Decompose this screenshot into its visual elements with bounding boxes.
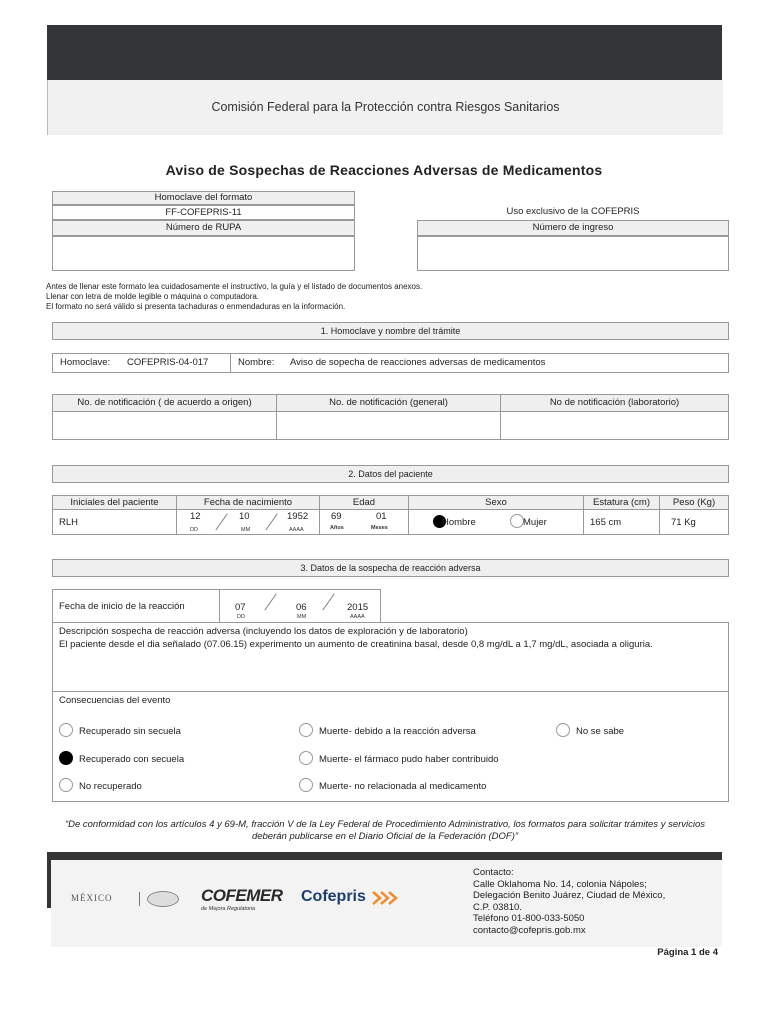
footer [51,860,722,947]
consequence-radio[interactable] [299,751,313,765]
age-years: 69 [331,511,342,522]
birth-day: 12 [190,511,201,522]
birthdate-header: Fecha de nacimiento [176,495,320,510]
consequence-label: Muerte- debido a la reacción adversa [319,726,476,737]
contact-line: C.P. 03810. [473,901,522,913]
aaaa-label: AAAA [350,614,365,620]
note-line: Llenar con letra de molde legible o máquina o computadora. [46,292,260,301]
consequence-radio[interactable] [299,723,313,737]
notif-lab-field[interactable] [500,411,729,440]
note-line: Antes de llenar este formato lea cuidadosamente el instructivo, la guía y el listado de documentos anexos. [46,282,423,291]
consequences-label: Consecuencias del evento [59,695,171,706]
cofepris-arrows-icon [371,890,399,906]
consequence-radio[interactable] [556,723,570,737]
dd-label: DD [237,614,245,620]
date-separator [264,594,276,611]
consequence-radio[interactable] [59,723,73,737]
footer-dark-band [47,852,722,860]
page-number: Página 1 de 4 [657,947,718,958]
weight-header: Peso (Kg) [659,495,729,510]
contact-line: Delegación Benito Juárez, Ciudad de México, [473,890,666,901]
description-box[interactable] [52,622,729,692]
consequence-label: Recuperado con secuela [79,754,185,765]
ingreso-label: Número de ingreso [417,220,729,236]
years-label: Años [330,525,344,531]
consequence-radio[interactable] [299,778,313,792]
consequence-label: No recuperado [79,781,142,792]
nombre-value: Aviso de sopecha de reacciones adversas de medicamentos [290,357,546,368]
height-cell[interactable] [583,509,660,535]
note-line: El formato no será válido si presenta tachaduras o enmendaduras en la información. [46,302,346,311]
dd-label: DD [190,527,198,533]
date-separator [215,514,227,531]
birth-month: 10 [239,511,250,522]
weight-cell[interactable] [659,509,729,535]
age-months: 01 [376,511,387,522]
contact-email[interactable]: contacto@cofepris.gob.mx [473,924,586,936]
height-header: Estatura (cm) [583,495,660,510]
age-cell[interactable] [319,509,409,535]
seal-icon [147,891,179,907]
sex-male-label: Hombre [442,517,476,528]
consequence-label: Muerte- el fármaco pudo haber contribuido [319,754,499,765]
sex-header: Sexo [408,495,584,510]
legal-text: “De conformidad con los artículos 4 y 69-M, fracción V de la Ley Federal de Procedimiento Administrativo, los formatos para solicitar trámites y servicios deberán publicarse en el Diario Oficial de la Federación (DOF)” [64,819,706,842]
birthdate-cell[interactable] [176,509,320,535]
description-text: El paciente desde el dia señalado (07.06.15) experimento un aumento de creatinina basal, desde 0,8 mg/dL a 1,7 mg/dL, asociada a oliguria. [59,639,653,650]
initials-cell[interactable] [52,509,177,535]
mm-label: MM [297,614,307,620]
reaction-start-label: Fecha de inicio de la reacción [59,601,185,612]
notif-lab-header: No de notificación (laboratorio) [500,394,729,412]
consequence-label: Muerte- no relacionada al medicamento [319,781,487,792]
cofemer-subtitle: de Mejora Regulatoria [201,906,256,912]
start-month: 06 [296,602,307,613]
mm-label: MM [241,527,251,533]
cofemer-logo: COFEMER [201,886,283,905]
contact-block [473,867,665,936]
birth-year: 1952 [287,511,309,522]
date-separator [265,514,277,531]
homoclave-value: COFEPRIS-04-017 [127,357,209,368]
notif-origin-header: No. de notificación ( de acuerdo a origen) [52,394,277,412]
description-label: Descripción sospecha de reacción adversa (incluyendo los datos de exploración y de laboratorio) [59,626,468,637]
exclusive-use-label: Uso exclusivo de la COFEPRIS [506,206,640,217]
agency-header: Comisión Federal para la Protección contra Riesgos Sanitarios [47,80,723,135]
consequence-label: Recuperado sin secuela [79,726,181,737]
start-year: 2015 [347,602,369,613]
start-day: 07 [235,602,246,613]
age-header: Edad [319,495,409,510]
logo-divider [139,892,140,906]
notif-origin-field[interactable] [52,411,277,440]
reaction-start-date-cell[interactable] [219,589,381,623]
section2-title: 2. Datos del paciente [52,465,729,483]
cofepris-logo: Cofepris [301,888,366,905]
initials-value: RLH [59,517,79,528]
ingreso-field[interactable] [417,236,729,271]
consequence-radio-selected[interactable] [59,751,73,765]
form-title: Aviso de Sospechas de Reacciones Adversas de Medicamentos [165,162,603,178]
mexico-logo [71,893,113,903]
reaction-start-label-cell [52,589,220,623]
aaaa-label: AAAA [289,527,304,533]
consequence-label: No se sabe [576,726,625,737]
weight-value: 71 Kg [671,517,696,528]
date-separator [322,594,334,611]
consequences-box [52,691,729,802]
rupa-field[interactable] [52,236,355,271]
nombre-label: Nombre: [238,357,275,368]
sex-cell [408,509,584,535]
months-label: Meses [371,525,388,531]
rupa-label: Número de RUPA [52,220,355,236]
section1-title: 1. Homoclave y nombre del trámite [52,322,729,340]
top-dark-bar [47,25,722,80]
consequence-radio[interactable] [59,778,73,792]
homoclave-format-label: Homoclave del formato [52,191,355,205]
mexico-logo-text: MÉXICO [71,893,113,903]
tramite-row [52,353,729,373]
contact-line: Calle Oklahoma No. 14, colonia Nápoles; [473,878,647,890]
contact-line: Contacto: [473,867,514,878]
notif-general-field[interactable] [276,411,501,440]
height-value: 165 cm [590,517,622,528]
contact-line: Teléfono 01-800-033-5050 [473,913,585,924]
section3-title: 3. Datos de la sospecha de reacción adversa [52,559,729,577]
homoclave-format-value: FF-COFEPRIS-11 [52,205,355,220]
initials-header: Iniciales del paciente [52,495,177,510]
homoclave-label: Homoclave: [60,357,111,368]
sex-female-radio[interactable] [510,514,524,528]
notif-general-header: No. de notificación (general) [276,394,501,412]
sex-female-label: Mujer [523,517,547,528]
divider [230,354,231,372]
